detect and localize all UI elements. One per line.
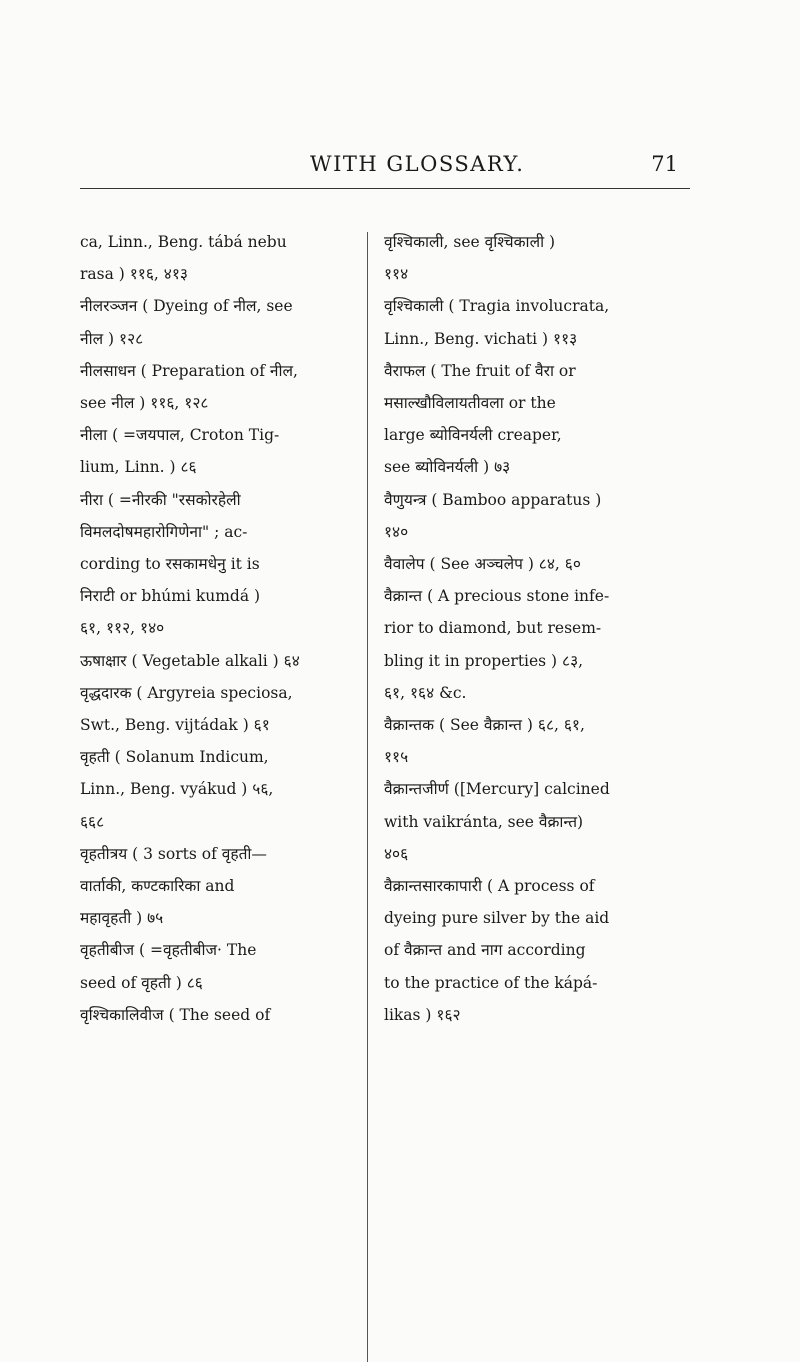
entry-line: likas ) १६२	[384, 1005, 461, 1024]
glossary-entry	[384, 290, 676, 354]
entry-line: निराटी or bhúmi kumdá )	[80, 587, 261, 606]
glossary-entry	[384, 548, 676, 580]
glossary-entry	[80, 290, 345, 354]
entry-line: Linn., Beng. vyákud ) ५६,	[80, 780, 274, 799]
entry-line: ४०६	[384, 844, 409, 863]
glossary-entry	[80, 999, 345, 1031]
entry-line: वार्ताकी, कण्टकारिका and	[80, 877, 235, 896]
entry-line: वैक्रान्तक ( See वैक्रान्त ) ६८, ६१,	[384, 716, 585, 735]
entry-line: वृद्धदारक ( Argyreia speciosa,	[80, 683, 293, 702]
glossary-entry	[384, 355, 676, 484]
glossary-entry	[80, 838, 345, 935]
entry-line: ६१, १६४ &c.	[384, 683, 467, 702]
entry-line: वैराफल ( The fruit of वैरा or	[384, 361, 576, 380]
glossary-column-left	[80, 226, 345, 1031]
running-title: WITH GLOSSARY.	[310, 152, 525, 176]
entry-line: नीलरञ्जन ( Dyeing of नील, see	[80, 297, 293, 316]
glossary-column-right	[384, 226, 676, 1031]
glossary-entry	[80, 645, 345, 677]
entry-line: वैणुयन्त्र ( Bamboo apparatus )	[384, 490, 602, 509]
glossary-entry	[80, 355, 345, 419]
entry-line: ऊषाक्षार ( Vegetable alkali ) ६४	[80, 651, 300, 670]
entry-line: dyeing pure silver by the aid	[384, 909, 610, 928]
entry-line: वृहतीत्रय ( 3 sorts of वृहती—	[80, 844, 267, 863]
glossary-entry	[384, 580, 676, 709]
glossary-entry	[80, 419, 345, 483]
entry-line: नीला ( =जयपाल, Croton Tig-	[80, 426, 280, 445]
entry-line: मसाल्खौविलायतीवला or the	[384, 394, 556, 413]
entry-line: १४०	[384, 522, 409, 541]
column-divider	[367, 232, 368, 1362]
entry-line: seed of वृहती ) ८६	[80, 973, 203, 992]
entry-line: ११५	[384, 748, 409, 767]
glossary-entry	[384, 484, 676, 548]
glossary-entry	[384, 226, 676, 290]
entry-line: नीलसाधन ( Preparation of नील,	[80, 361, 298, 380]
entry-line: ११४	[384, 265, 409, 284]
entry-line: large ब्योविनर्यली creaper,	[384, 426, 562, 445]
entry-line: bling it in properties ) ८३,	[384, 651, 584, 670]
page-header	[80, 152, 690, 189]
entry-line: cording to रसकामधेनु it is	[80, 555, 260, 574]
glossary-entry	[384, 709, 676, 773]
entry-line: वैक्रान्तसारकापारी ( A process of	[384, 877, 595, 896]
entry-line: rior to diamond, but resem-	[384, 619, 602, 638]
entry-line: Linn., Beng. vichati ) ११३	[384, 329, 578, 348]
entry-line: वैवालेप ( See अञ्चलेप ) ८४, ६०	[384, 555, 581, 574]
entry-line: वैक्रान्तजीर्ण ([Mercury] calcined	[384, 780, 610, 799]
entry-line: वृश्चिकालिवीज ( The seed of	[80, 1005, 271, 1024]
entry-line: with vaikránta, see वैक्रान्त)	[384, 812, 584, 831]
glossary-entry	[80, 226, 345, 290]
entry-line: see नील ) ११६, १२८	[80, 394, 209, 413]
entry-line: विमलदोषमहारोगिणेना" ; ac-	[80, 522, 248, 541]
entry-line: वृहती ( Solanum Indicum,	[80, 748, 269, 767]
entry-line: ६६८	[80, 812, 105, 831]
entry-line: नीरा ( =नीरकी "रसकोरहेली	[80, 490, 241, 509]
glossary-entry	[80, 741, 345, 838]
glossary-entry	[80, 934, 345, 998]
entry-line: वृहतीबीज ( =वृहतीबीज· The	[80, 941, 257, 960]
entry-line: Swt., Beng. vijtádak ) ६१	[80, 716, 270, 735]
glossary-entry	[80, 484, 345, 645]
entry-line: see ब्योविनर्यली ) ७३	[384, 458, 511, 477]
entry-line: of वैक्रान्त and नाग according	[384, 941, 586, 960]
entry-line: वृश्चिकाली ( Tragia involucrata,	[384, 297, 610, 316]
entry-line: lium, Linn. ) ८६	[80, 458, 197, 477]
page-number: 71	[651, 152, 678, 176]
glossary-entry	[384, 870, 676, 1031]
entry-line: ca, Linn., Beng. tábá nebu	[80, 233, 287, 251]
glossary-entry	[80, 677, 345, 741]
entry-line: to the practice of the kápá-	[384, 973, 598, 992]
entry-line: ६१, ११२, १४०	[80, 619, 165, 638]
entry-line: वैक्रान्त ( A precious stone infe-	[384, 587, 610, 606]
entry-line: नील ) १२८	[80, 329, 144, 348]
entry-line: महावृहती ) ७५	[80, 909, 164, 928]
entry-line: rasa ) ११६, ४१३	[80, 265, 188, 284]
entry-line: वृश्चिकाली, see वृश्चिकाली )	[384, 233, 556, 251]
glossary-entry	[384, 773, 676, 870]
